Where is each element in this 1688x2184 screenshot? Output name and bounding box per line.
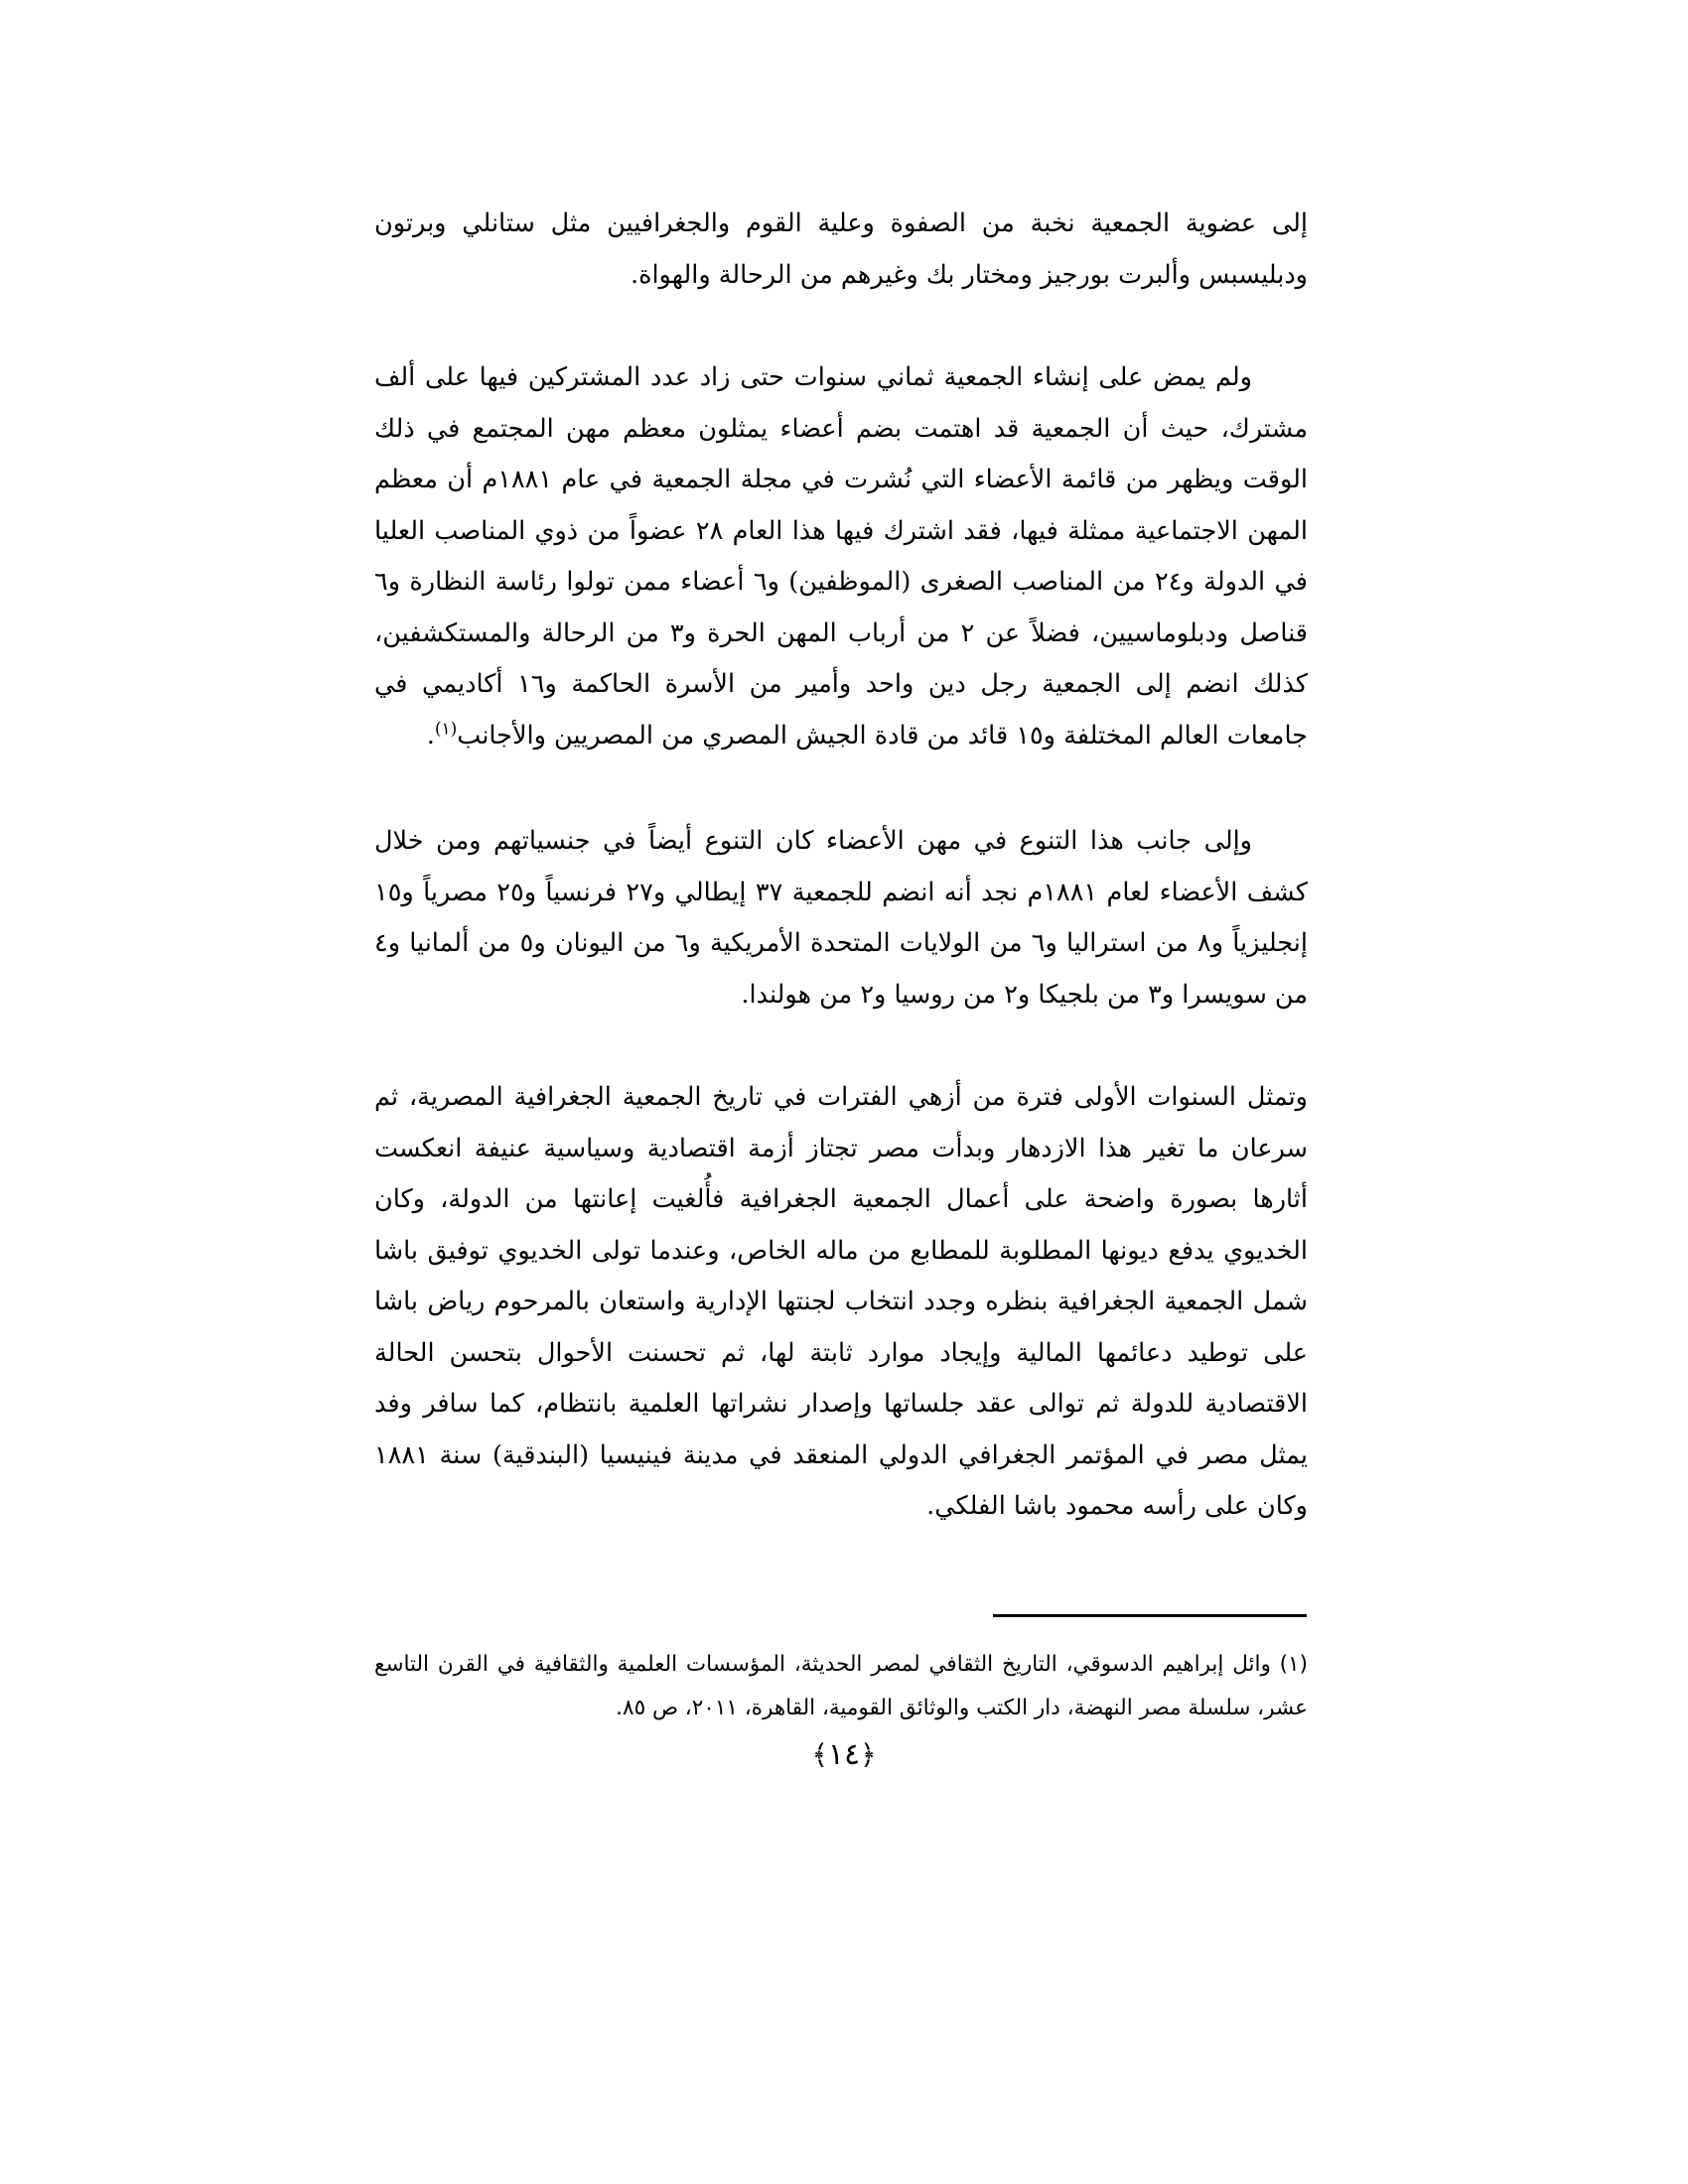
paragraph-2 [374, 352, 1308, 761]
footnote: (١) وائل إبراهيم الدسوقي، التاريخ الثقافي لمصر الحديثة، المؤسسات العلمية والثقافية في القرن التاسع عشر، سلسلة مصر النهضة، دار الكتب والوثائق القومية، القاهرة، ٢٠١١، ص ٨٥. [374, 1652, 1308, 1720]
footnote-separator [993, 1614, 1307, 1617]
paragraph-3: وإلى جانب هذا التنوع في مهن الأعضاء كان التنوع أيضاً في جنسياتهم ومن خلال كشف الأعضاء لعام ١٨٨١م نجد أنه انضم للجمعية ٣٧ إيطالي و٢٧ فرنسياً و٢٥ مصرياً و١٥ إنجليزياً و٨ من استراليا و٦ من الولايات المتحدة الأمريكية و٦ من اليونان و٥ من ألمانيا و٤ من سويسرا و٣ من بلجيكا و٢ من روسيا و٢ من هولندا. [374, 826, 1308, 1010]
paragraph-2-text: ولم يمض على إنشاء الجمعية ثماني سنوات حتى زاد عدد المشتركين فيها على ألف مشترك، حيث أن الجمعية قد اهتمت بضم أعضاء يمثلون معظم مهن المجتمع في ذلك الوقت ويظهر من قائمة الأعضاء التي نُشرت في مجلة الجمعية في عام ١٨٨١م أن معظم المهن الاجتماعية ممثلة فيها، فقد اشترك فيها هذا العام ٢٨ عضواً من ذوي المناصب العليا في الدولة و٢٤ من المناصب الصغرى (الموظفين) و٦ أعضاء ممن تولوا رئاسة النظارة و٦ قناصل ودبلوماسيين، فضلاً عن ٢ من أرباب المهن الحرة و٣ من الرحالة والمستكشفين، كذلك انضم إلى الجمعية رجل دين واحد وأمير من الأسرة الحاكمة و١٦ أكاديمي في جامعات العالم المختلفة و١٥ قائد من قادة الجيش المصري من المصريين والأجانب [374, 362, 1308, 751]
page-number-value: ١٤ [827, 1737, 861, 1772]
page-number-close-bracket: ﴾ [811, 1738, 828, 1771]
footnote-reference[interactable]: (١) [434, 719, 458, 739]
paragraph-4: وتمثل السنوات الأولى فترة من أزهي الفترات في تاريخ الجمعية الجغرافية المصرية، ثم سرعان ما تغير هذا الازدهار وبدأت مصر تجتاز أزمة اقتصادية وسياسية عنيفة انعكست أثارها بصورة واضحة على أعمال الجمعية الجغرافية فأُلغيت إعانتها من الدولة، وكان الخديوي يدفع ديونها المطلوبة للمطابع من ماله الخاص، وعندما تولى الخديوي توفيق باشا شمل الجمعية الجغرافية بنظره وجدد انتخاب لجنتها الإدارية واستعان بالمرحوم رياض باشا على توطيد دعائمها المالية وإيجاد موارد ثابتة لها، ثم تحسنت الأحوال بتحسن الحالة الاقتصادية للدولة ثم توالى عقد جلساتها وإصدار نشراتها العلمية بانتظام، كما سافر وفد يمثل مصر في المؤتمر الجغرافي الدولي المنعقد في مدينة فينيسيا (البندقية) سنة ١٨٨١ وكان على رأسه محمود باشا الفلكي. [374, 1082, 1308, 1521]
page-number [745, 1735, 943, 1775]
paragraph-2-end: . [426, 720, 435, 751]
page-number-open-bracket: ﴿ [860, 1738, 877, 1771]
paragraph-1: إلى عضوية الجمعية نخبة من الصفوة وعلية القوم والجغرافيين مثل ستانلي وبرتون ودبليسبس وألبرت بورجيز ومختار بك وغيرهم من الرحالة والهواة. [374, 208, 1308, 290]
